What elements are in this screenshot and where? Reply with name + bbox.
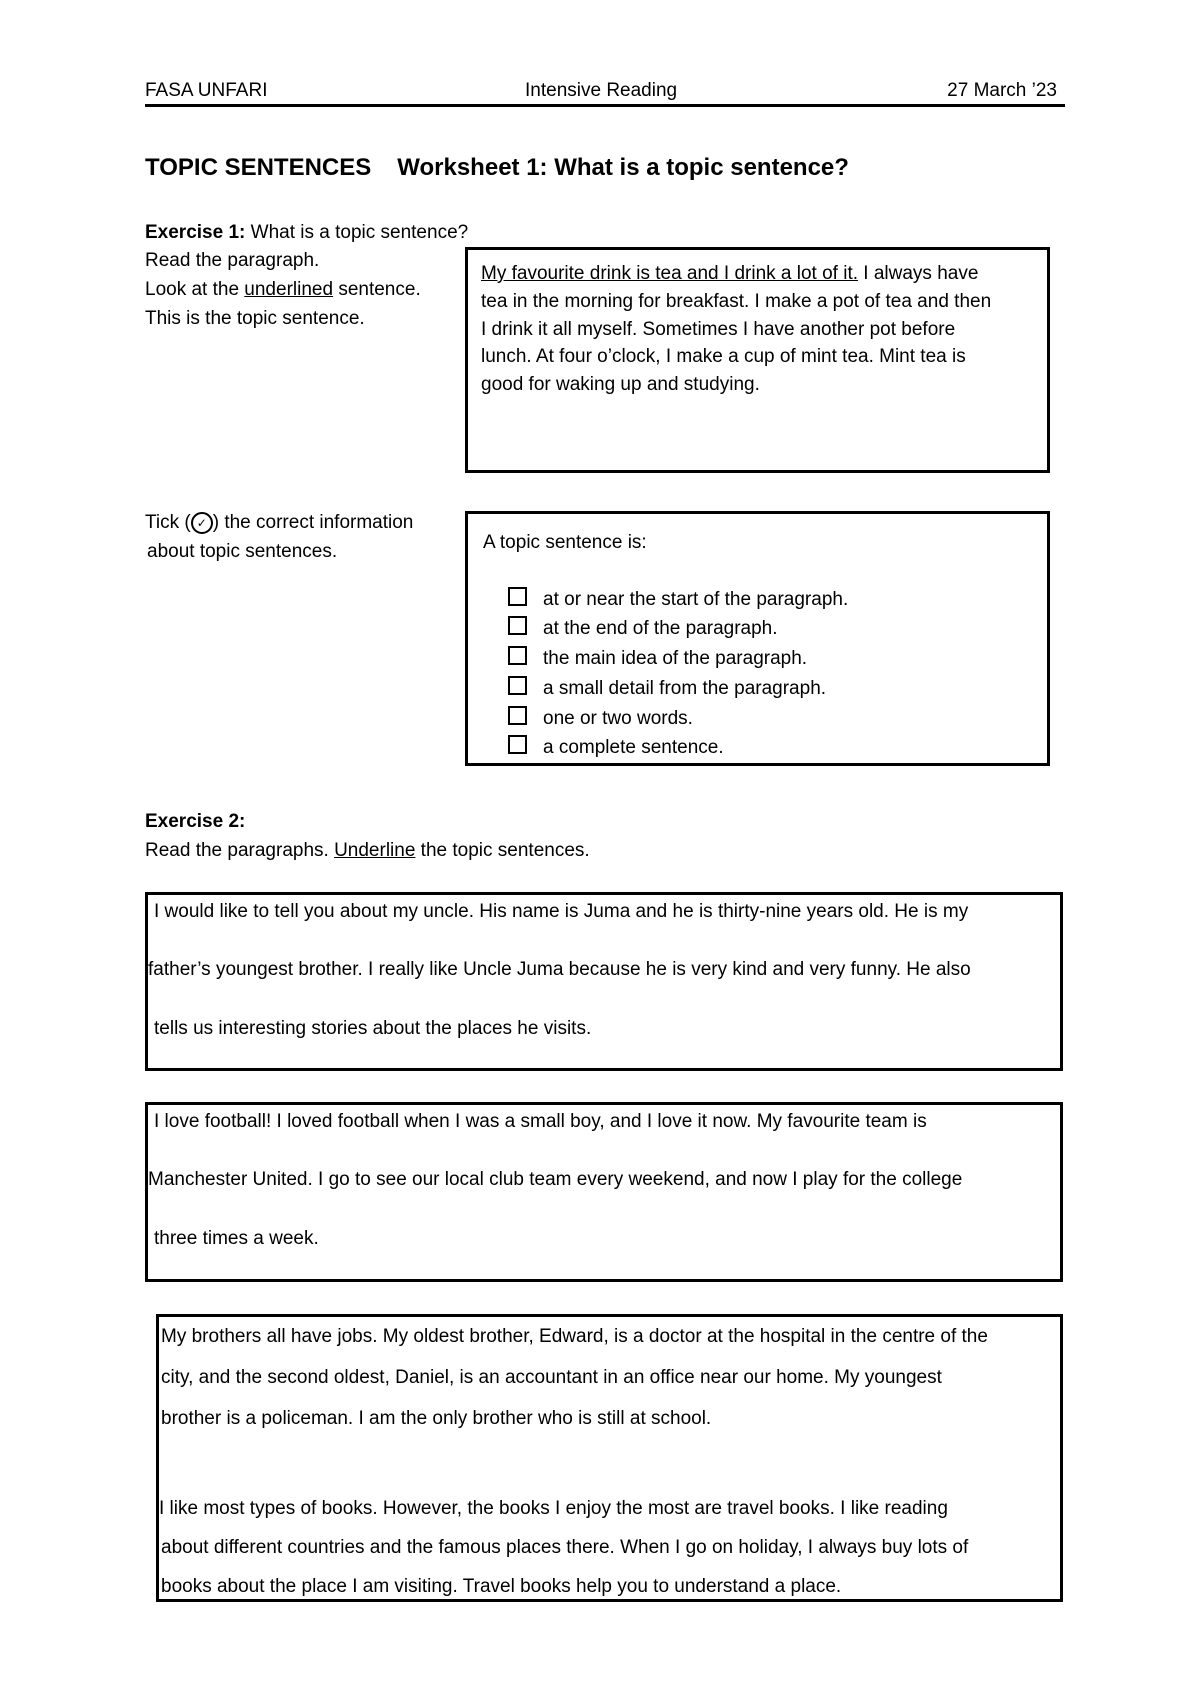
checkbox[interactable] <box>508 646 527 665</box>
paragraph-line: about different countries and the famous places there. When I go on holiday, I always buy lots of <box>161 1537 969 1558</box>
topic-sentence-options-box <box>465 511 1050 766</box>
header-author: FASA UNFARI <box>145 80 268 101</box>
paragraph-line: tells us interesting stories about the places he visits. <box>154 1018 592 1039</box>
option-row[interactable] <box>508 614 778 643</box>
option-row[interactable] <box>508 704 693 733</box>
checkbox[interactable] <box>508 706 527 725</box>
header-date: 27 March ’23 <box>947 80 1057 101</box>
paragraph-box-uncle <box>145 892 1063 1071</box>
title-main: TOPIC SENTENCES <box>145 154 372 181</box>
tick-text: Tick ( <box>145 512 191 533</box>
paragraph-box-brothers-books <box>156 1314 1063 1602</box>
instruction-underlined-word: underlined <box>244 279 334 300</box>
title-worksheet: Worksheet 1: What is a topic sentence? <box>397 154 849 181</box>
checkbox[interactable] <box>508 735 527 754</box>
checkbox[interactable] <box>508 676 527 695</box>
tick-text: ) the correct information <box>212 512 414 533</box>
option-row[interactable] <box>508 585 848 614</box>
page-header <box>145 78 1065 107</box>
instruction-text: Read the paragraphs. <box>145 840 335 861</box>
option-label: at the end of the paragraph. <box>543 618 778 639</box>
exercise2-instruction <box>145 836 590 865</box>
paragraph-line <box>481 259 978 288</box>
paragraph-line: good for waking up and studying. <box>481 374 760 395</box>
tick-icon: ✓ <box>191 512 213 534</box>
option-label: at or near the start of the paragraph. <box>543 589 849 610</box>
paragraph-line: books about the place I am visiting. Travel books help you to understand a place. <box>161 1576 842 1597</box>
paragraph-line: My brothers all have jobs. My oldest brother, Edward, is a doctor at the hospital in the centre of the <box>161 1326 988 1347</box>
instruction-text: Look at the <box>145 279 245 300</box>
checkbox[interactable] <box>508 616 527 635</box>
option-label: a small detail from the paragraph. <box>543 678 827 699</box>
paragraph-line: city, and the second oldest, Daniel, is an accountant in an office near our home. My youngest <box>161 1367 942 1388</box>
exercise1-instruction-this: This is the topic sentence. <box>145 308 365 329</box>
topic-sentence-underlined: My favourite drink is tea and I drink a lot of it. <box>481 263 859 284</box>
option-row[interactable] <box>508 644 807 673</box>
paragraph-line: tea in the morning for breakfast. I make a pot of tea and then <box>481 291 992 312</box>
options-heading: A topic sentence is: <box>483 532 647 553</box>
instruction-text: the topic sentences. <box>415 840 590 861</box>
tick-instruction-line2: about topic sentences. <box>147 541 338 562</box>
exercise1-question: What is a topic sentence? <box>245 222 469 243</box>
option-row[interactable] <box>508 674 826 703</box>
paragraph-line: I would like to tell you about my uncle. His name is Juma and he is thirty-nine years old. He is my <box>154 901 969 922</box>
paragraph-line: I like most types of books. However, the books I enjoy the most are travel books. I like reading <box>159 1498 948 1519</box>
header-course: Intensive Reading <box>525 80 678 101</box>
paragraph-line: brother is a policeman. I am the only brother who is still at school. <box>161 1408 712 1429</box>
exercise2-label: Exercise 2: <box>145 811 246 832</box>
paragraph-line: Manchester United. I go to see our local club team every weekend, and now I play for the college <box>148 1169 963 1190</box>
paragraph-line: lunch. At four o’clock, I make a cup of mint tea. Mint tea is <box>481 346 966 367</box>
instruction-underlined-word: Underline <box>334 840 416 861</box>
option-label: a complete sentence. <box>543 737 724 758</box>
checkbox[interactable] <box>508 587 527 606</box>
exercise1-label: Exercise 1: <box>145 222 246 243</box>
option-row[interactable] <box>508 733 724 762</box>
exercise1-instruction-read: Read the paragraph. <box>145 250 320 271</box>
tick-instruction <box>145 508 413 537</box>
option-label: the main idea of the paragraph. <box>543 648 808 669</box>
paragraph-text: I always have <box>858 263 979 284</box>
exercise1-heading <box>145 218 468 247</box>
tea-paragraph-box <box>465 247 1050 473</box>
exercise1-instruction-look <box>145 275 421 304</box>
option-label: one or two words. <box>543 708 693 729</box>
exercise2-heading <box>145 807 245 836</box>
paragraph-box-football <box>145 1102 1063 1282</box>
paragraph-line: I drink it all myself. Sometimes I have another pot before <box>481 319 956 340</box>
paragraph-line: three times a week. <box>154 1228 319 1249</box>
paragraph-line: father’s youngest brother. I really like Uncle Juma because he is very kind and very funny. He also <box>148 959 971 980</box>
page-title <box>145 154 849 182</box>
instruction-text: sentence. <box>333 279 421 300</box>
paragraph-line: I love football! I loved football when I was a small boy, and I love it now. My favourite team is <box>154 1111 927 1132</box>
